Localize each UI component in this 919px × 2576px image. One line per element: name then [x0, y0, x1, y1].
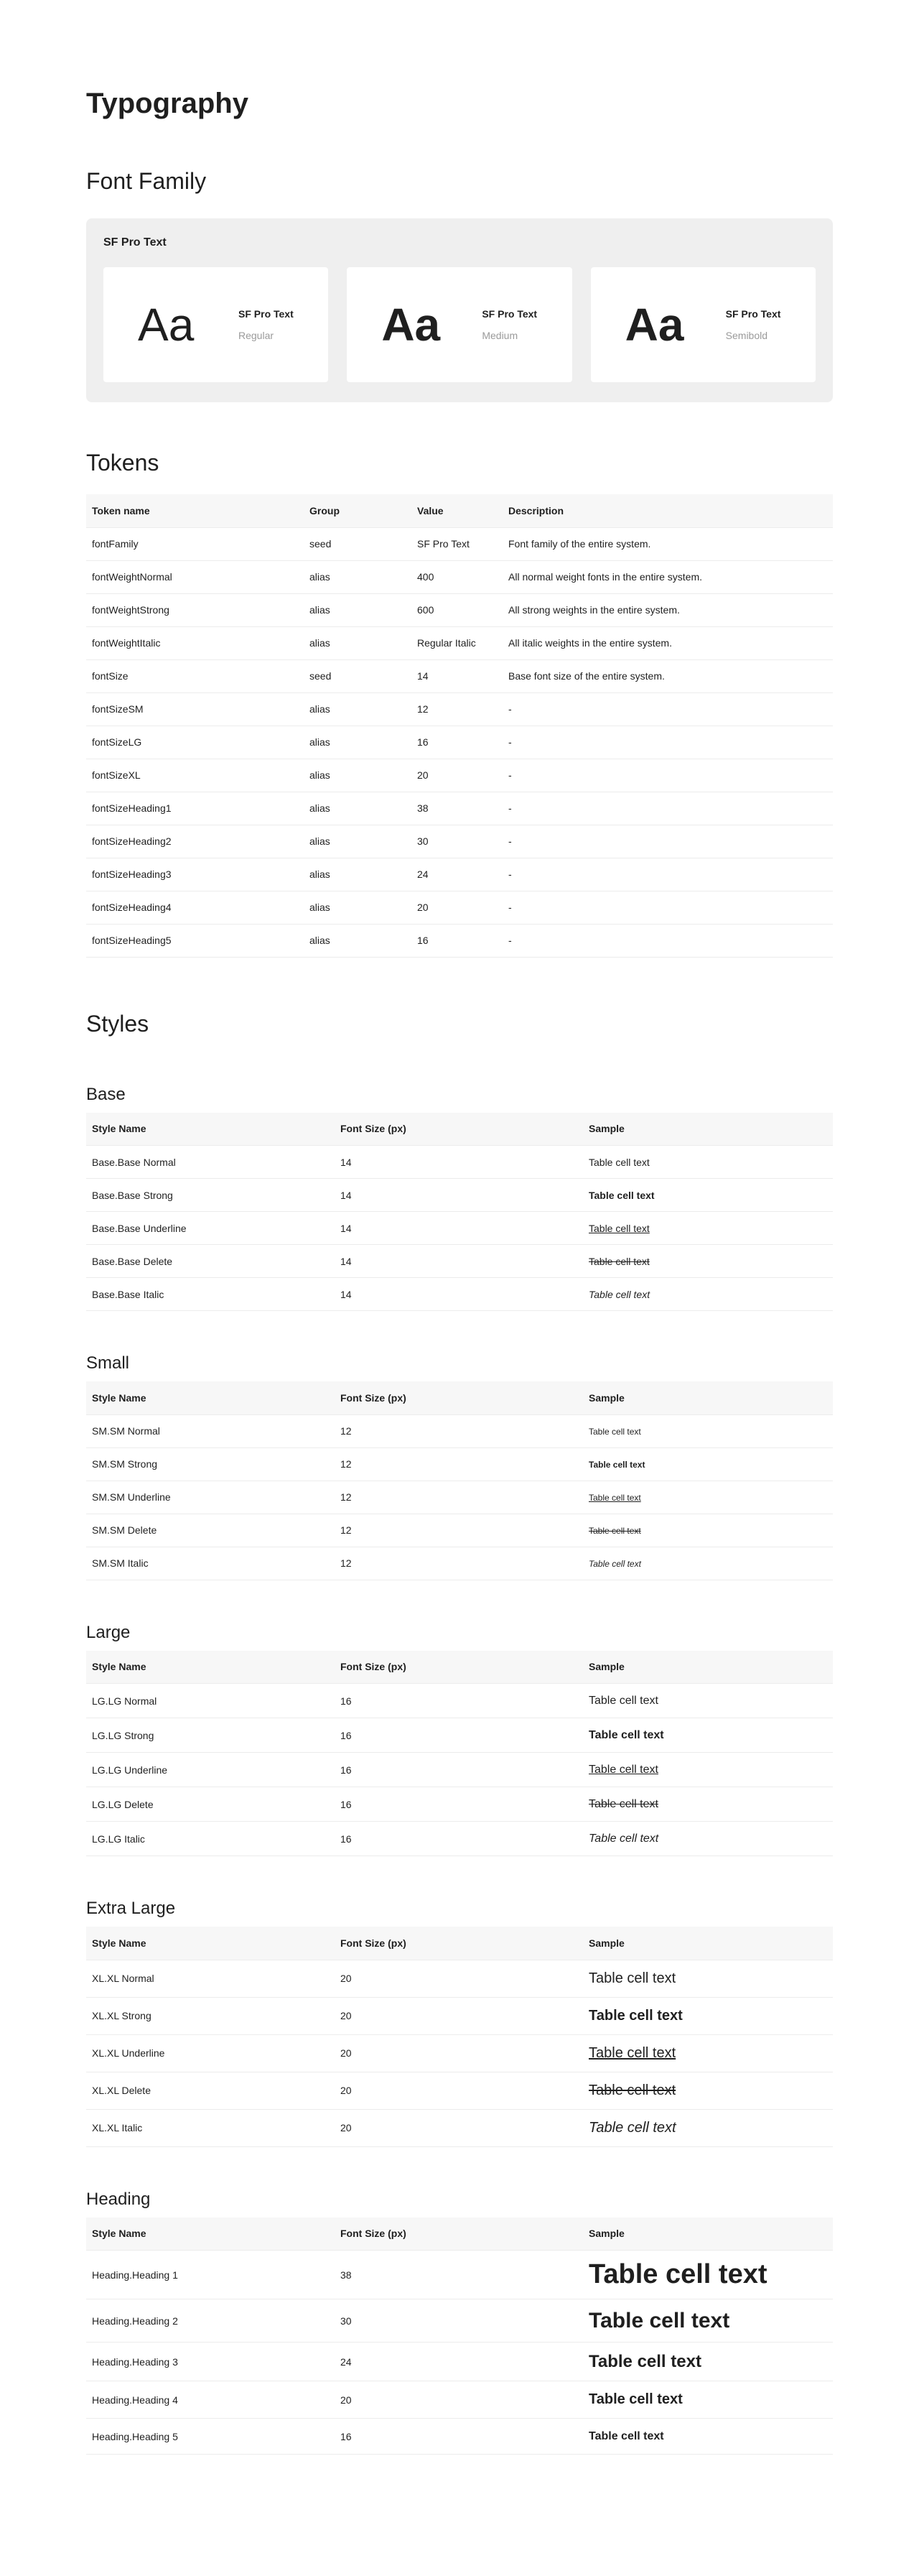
font-size-cell: 20 — [335, 2381, 583, 2419]
token-description-cell: - — [503, 792, 833, 825]
style-sample-text: Table cell text — [589, 1832, 659, 1845]
style-sample-text: Table cell text — [589, 2351, 701, 2371]
font-size-cell: 20 — [335, 2034, 583, 2072]
font-card-semibold — [591, 267, 816, 382]
sample-cell — [583, 1179, 833, 1212]
style-name-cell: Base.Base Delete — [86, 1245, 335, 1278]
style-sample-text: Table cell text — [589, 2007, 683, 2024]
token-name-cell: fontSizeHeading2 — [86, 825, 304, 858]
token-value-cell: SF Pro Text — [411, 527, 503, 560]
style-sample-text: Table cell text — [589, 1288, 650, 1300]
font-size-cell: 20 — [335, 2072, 583, 2109]
table-row — [86, 1960, 833, 1997]
token-group-cell: alias — [304, 825, 411, 858]
column-header: Token name — [86, 494, 304, 527]
style-sample-text: Table cell text — [589, 2391, 683, 2407]
token-value-cell: 20 — [411, 759, 503, 792]
font-size-cell: 14 — [335, 1278, 583, 1311]
font-size-cell: 14 — [335, 1146, 583, 1179]
table-header-row — [86, 2218, 833, 2251]
style-name-cell: LG.LG Strong — [86, 1718, 335, 1753]
style-table — [86, 1927, 833, 2147]
style-sample-text: Table cell text — [589, 1694, 658, 1707]
table-row — [86, 1481, 833, 1514]
token-description-cell: - — [503, 858, 833, 891]
table-row — [86, 1414, 833, 1447]
token-group-cell: seed — [304, 527, 411, 560]
style-name-cell: LG.LG Italic — [86, 1822, 335, 1856]
style-name-cell: LG.LG Normal — [86, 1684, 335, 1718]
style-name-cell: Heading.Heading 1 — [86, 2251, 335, 2299]
font-size-cell: 14 — [335, 1179, 583, 1212]
table-row — [86, 1245, 833, 1278]
style-name-cell: XL.XL Strong — [86, 1997, 335, 2034]
table-row — [86, 1822, 833, 1856]
style-name-cell: Heading.Heading 2 — [86, 2299, 335, 2343]
token-value-cell: 12 — [411, 692, 503, 726]
column-header: Group — [304, 494, 411, 527]
token-group-cell: alias — [304, 792, 411, 825]
column-header: Sample — [583, 2218, 833, 2251]
font-size-cell: 24 — [335, 2343, 583, 2381]
table-row — [86, 1753, 833, 1787]
style-name-cell: Heading.Heading 4 — [86, 2381, 335, 2419]
font-sample: Aa — [381, 299, 441, 351]
token-value-cell: Regular Italic — [411, 626, 503, 659]
style-sample-text: Table cell text — [589, 1559, 641, 1569]
style-sample-text: Table cell text — [589, 1728, 664, 1741]
style-sample-text: Table cell text — [589, 1763, 658, 1776]
font-weight-label: Medium — [482, 330, 518, 341]
sample-cell — [583, 1481, 833, 1514]
table-row — [86, 1547, 833, 1580]
font-size-cell: 12 — [335, 1481, 583, 1514]
table-header-row — [86, 494, 833, 527]
sample-cell — [583, 1278, 833, 1311]
token-name-cell: fontWeightNormal — [86, 560, 304, 593]
token-description-cell: - — [503, 891, 833, 924]
font-size-cell: 16 — [335, 1822, 583, 1856]
token-name-cell: fontSizeHeading4 — [86, 891, 304, 924]
font-family-panel-label: SF Pro Text — [103, 236, 167, 249]
token-group-cell: seed — [304, 659, 411, 692]
style-table — [86, 2218, 833, 2455]
sample-cell — [583, 1447, 833, 1481]
token-description-cell: Font family of the entire system. — [503, 527, 833, 560]
font-size-cell: 16 — [335, 2419, 583, 2455]
style-name-cell: Base.Base Strong — [86, 1179, 335, 1212]
sample-cell — [583, 2343, 833, 2381]
table-row — [86, 1718, 833, 1753]
sample-cell — [583, 2251, 833, 2299]
sample-cell — [583, 2034, 833, 2072]
token-name-cell: fontWeightStrong — [86, 593, 304, 626]
table-row — [86, 2419, 833, 2455]
font-size-cell: 30 — [335, 2299, 583, 2343]
column-header: Sample — [583, 1113, 833, 1146]
style-table — [86, 1651, 833, 1857]
style-name-cell: XL.XL Underline — [86, 2034, 335, 2072]
column-header: Style Name — [86, 1381, 335, 1414]
table-header-row — [86, 1927, 833, 1960]
style-group-title: Heading — [86, 2189, 151, 2209]
sample-cell — [583, 1245, 833, 1278]
font-card-medium — [347, 267, 572, 382]
column-header: Sample — [583, 1651, 833, 1684]
table-row — [86, 1146, 833, 1179]
tokens-title: Tokens — [86, 450, 159, 476]
token-group-cell: alias — [304, 560, 411, 593]
sample-cell — [583, 1787, 833, 1822]
token-description-cell: - — [503, 924, 833, 957]
token-name-cell: fontSize — [86, 659, 304, 692]
table-row — [86, 527, 833, 560]
sample-cell — [583, 2381, 833, 2419]
column-header: Sample — [583, 1927, 833, 1960]
token-name-cell: fontSizeSM — [86, 692, 304, 726]
table-row — [86, 692, 833, 726]
table-row — [86, 825, 833, 858]
token-group-cell: alias — [304, 692, 411, 726]
token-description-cell: Base font size of the entire system. — [503, 659, 833, 692]
table-row — [86, 2381, 833, 2419]
styles-title: Styles — [86, 1010, 149, 1037]
style-name-cell: Heading.Heading 3 — [86, 2343, 335, 2381]
table-row — [86, 659, 833, 692]
token-group-cell: alias — [304, 593, 411, 626]
style-name-cell: SM.SM Delete — [86, 1514, 335, 1547]
style-sample-text: Table cell text — [589, 2308, 730, 2332]
token-name-cell: fontWeightItalic — [86, 626, 304, 659]
style-name-cell: Base.Base Underline — [86, 1212, 335, 1245]
token-value-cell: 16 — [411, 924, 503, 957]
token-value-cell: 20 — [411, 891, 503, 924]
style-sample-text: Table cell text — [589, 1427, 641, 1437]
token-name-cell: fontSizeHeading5 — [86, 924, 304, 957]
table-row — [86, 2072, 833, 2109]
token-value-cell: 16 — [411, 726, 503, 759]
style-name-cell: Heading.Heading 5 — [86, 2419, 335, 2455]
table-row — [86, 2343, 833, 2381]
table-header-row — [86, 1651, 833, 1684]
table-header-row — [86, 1113, 833, 1146]
token-value-cell: 400 — [411, 560, 503, 593]
sample-cell — [583, 2109, 833, 2146]
font-size-cell: 14 — [335, 1245, 583, 1278]
font-size-cell: 16 — [335, 1718, 583, 1753]
token-name-cell: fontSizeHeading1 — [86, 792, 304, 825]
sample-cell — [583, 1822, 833, 1856]
font-name: SF Pro Text — [482, 308, 538, 320]
table-row — [86, 759, 833, 792]
column-header: Value — [411, 494, 503, 527]
column-header: Style Name — [86, 2218, 335, 2251]
token-value-cell: 14 — [411, 659, 503, 692]
sample-cell — [583, 2299, 833, 2343]
token-group-cell: alias — [304, 891, 411, 924]
column-header: Sample — [583, 1381, 833, 1414]
style-sample-text: Table cell text — [589, 1460, 645, 1470]
font-name: SF Pro Text — [725, 308, 781, 320]
style-name-cell: SM.SM Strong — [86, 1447, 335, 1481]
token-name-cell: fontSizeHeading3 — [86, 858, 304, 891]
column-header: Font Size (px) — [335, 1927, 583, 1960]
style-name-cell: Base.Base Normal — [86, 1146, 335, 1179]
style-name-cell: XL.XL Delete — [86, 2072, 335, 2109]
style-sample-text: Table cell text — [589, 1493, 641, 1503]
column-header: Font Size (px) — [335, 2218, 583, 2251]
token-description-cell: - — [503, 759, 833, 792]
sample-cell — [583, 1146, 833, 1179]
font-size-cell: 16 — [335, 1753, 583, 1787]
column-header: Font Size (px) — [335, 1651, 583, 1684]
sample-cell — [583, 2072, 833, 2109]
token-description-cell: All strong weights in the entire system. — [503, 593, 833, 626]
sample-cell — [583, 1997, 833, 2034]
token-group-cell: alias — [304, 626, 411, 659]
token-description-cell: - — [503, 692, 833, 726]
style-group-title: Extra Large — [86, 1899, 176, 1918]
font-size-cell: 38 — [335, 2251, 583, 2299]
style-group-title: Small — [86, 1353, 130, 1373]
font-weight-label: Regular — [238, 330, 274, 341]
token-group-cell: alias — [304, 726, 411, 759]
font-size-cell: 12 — [335, 1414, 583, 1447]
table-row — [86, 1278, 833, 1311]
style-name-cell: Base.Base Italic — [86, 1278, 335, 1311]
font-sample: Aa — [625, 299, 684, 351]
token-description-cell: All italic weights in the entire system. — [503, 626, 833, 659]
style-name-cell: SM.SM Normal — [86, 1414, 335, 1447]
table-row — [86, 1787, 833, 1822]
style-sample-text: Table cell text — [589, 1222, 650, 1234]
column-header: Style Name — [86, 1651, 335, 1684]
table-row — [86, 1997, 833, 2034]
style-name-cell: XL.XL Normal — [86, 1960, 335, 1997]
token-name-cell: fontSizeXL — [86, 759, 304, 792]
style-sample-text: Table cell text — [589, 2044, 676, 2061]
token-value-cell: 38 — [411, 792, 503, 825]
column-header: Font Size (px) — [335, 1113, 583, 1146]
table-row — [86, 626, 833, 659]
style-group-title: Large — [86, 1622, 131, 1642]
table-row — [86, 593, 833, 626]
sample-cell — [583, 1547, 833, 1580]
token-description-cell: - — [503, 726, 833, 759]
font-sample: Aa — [138, 299, 195, 351]
token-group-cell: alias — [304, 759, 411, 792]
font-size-cell: 16 — [335, 1787, 583, 1822]
table-row — [86, 924, 833, 957]
table-row — [86, 1514, 833, 1547]
font-name: SF Pro Text — [238, 308, 294, 320]
font-card-regular — [103, 267, 328, 382]
table-row — [86, 2299, 833, 2343]
style-table — [86, 1381, 833, 1580]
style-sample-text: Table cell text — [589, 1970, 676, 1986]
table-row — [86, 560, 833, 593]
token-group-cell: alias — [304, 924, 411, 957]
column-header: Font Size (px) — [335, 1381, 583, 1414]
table-row — [86, 792, 833, 825]
font-size-cell: 20 — [335, 2109, 583, 2146]
column-header: Description — [503, 494, 833, 527]
sample-cell — [583, 1960, 833, 1997]
table-row — [86, 1212, 833, 1245]
table-row — [86, 726, 833, 759]
font-weight-cards — [103, 267, 816, 382]
sample-cell — [583, 1718, 833, 1753]
tokens-table — [86, 494, 833, 958]
style-name-cell: XL.XL Italic — [86, 2109, 335, 2146]
style-sample-text: Table cell text — [589, 2259, 768, 2289]
style-name-cell: LG.LG Delete — [86, 1787, 335, 1822]
style-table — [86, 1113, 833, 1312]
style-sample-text: Table cell text — [589, 1526, 641, 1536]
token-value-cell: 30 — [411, 825, 503, 858]
table-row — [86, 2034, 833, 2072]
table-row — [86, 1447, 833, 1481]
font-size-cell: 20 — [335, 1997, 583, 2034]
style-group-title: Base — [86, 1084, 126, 1104]
token-name-cell: fontSizeLG — [86, 726, 304, 759]
font-size-cell: 14 — [335, 1212, 583, 1245]
font-size-cell: 12 — [335, 1547, 583, 1580]
style-sample-text: Table cell text — [589, 2082, 676, 2098]
column-header: Style Name — [86, 1927, 335, 1960]
token-value-cell: 24 — [411, 858, 503, 891]
sample-cell — [583, 1212, 833, 1245]
font-size-cell: 12 — [335, 1514, 583, 1547]
style-sample-text: Table cell text — [589, 1255, 650, 1267]
column-header: Style Name — [86, 1113, 335, 1146]
font-family-panel — [86, 218, 833, 402]
font-family-title: Font Family — [86, 168, 207, 194]
style-name-cell: SM.SM Italic — [86, 1547, 335, 1580]
style-name-cell: SM.SM Underline — [86, 1481, 335, 1514]
font-size-cell: 16 — [335, 1684, 583, 1718]
sample-cell — [583, 2419, 833, 2455]
sample-cell — [583, 1753, 833, 1787]
table-row — [86, 2109, 833, 2146]
table-row — [86, 858, 833, 891]
token-name-cell: fontFamily — [86, 527, 304, 560]
token-value-cell: 600 — [411, 593, 503, 626]
table-row — [86, 1684, 833, 1718]
style-sample-text: Table cell text — [589, 1797, 658, 1810]
token-description-cell: - — [503, 825, 833, 858]
table-header-row — [86, 1381, 833, 1414]
table-row — [86, 891, 833, 924]
token-description-cell: All normal weight fonts in the entire system. — [503, 560, 833, 593]
page-title: Typography — [86, 88, 248, 119]
sample-cell — [583, 1414, 833, 1447]
style-name-cell: LG.LG Underline — [86, 1753, 335, 1787]
table-row — [86, 1179, 833, 1212]
style-sample-text: Table cell text — [589, 1189, 655, 1201]
token-group-cell: alias — [304, 858, 411, 891]
font-weight-label: Semibold — [725, 330, 768, 341]
sample-cell — [583, 1684, 833, 1718]
style-groups — [86, 1084, 833, 2455]
table-row — [86, 2251, 833, 2299]
style-sample-text: Table cell text — [589, 2119, 676, 2136]
font-size-cell: 12 — [335, 1447, 583, 1481]
font-size-cell: 20 — [335, 1960, 583, 1997]
style-sample-text: Table cell text — [589, 1156, 650, 1168]
sample-cell — [583, 1514, 833, 1547]
style-sample-text: Table cell text — [589, 2429, 664, 2442]
